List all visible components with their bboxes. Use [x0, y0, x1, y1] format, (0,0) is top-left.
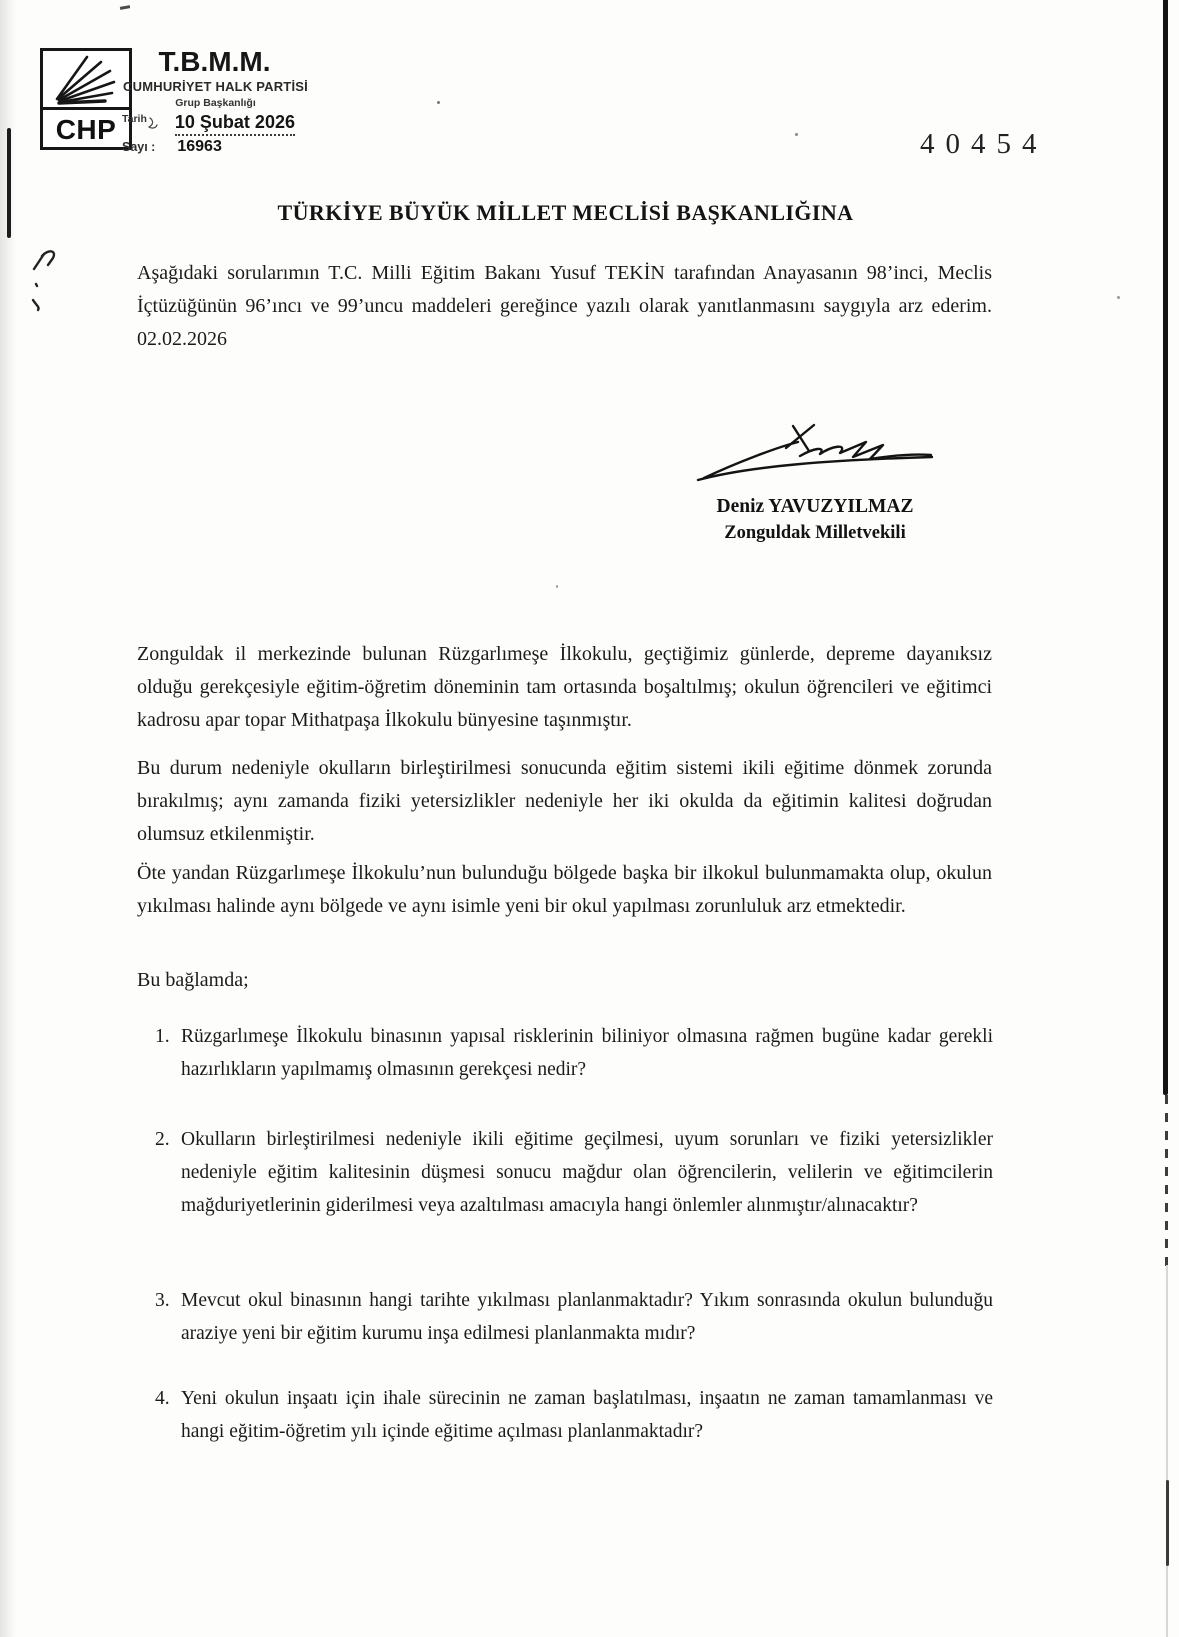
- lead-in-text: Bu bağlamda;: [137, 969, 249, 991]
- question-number: 2.: [155, 1129, 170, 1150]
- scan-speck: [437, 101, 440, 104]
- scan-right-edge-dark-segment: [1166, 1480, 1169, 1566]
- date-label: Tarih: [122, 113, 147, 125]
- handwritten-paraph-icon: [26, 244, 70, 323]
- handwritten-squiggle-icon: [147, 116, 159, 130]
- question-item: [155, 1284, 993, 1350]
- signature-stroke-icon: [690, 420, 940, 494]
- scan-speck: [1117, 296, 1120, 299]
- scan-left-edge-line: [7, 128, 11, 238]
- org-title: T.B.M.M.: [158, 46, 271, 77]
- body-paragraph: Öte yandan Rüzgarlımeşe İlkokulu’nun bulunduğu bölgede başka bir ilkokul bulunmamakta olup, okulun yıkılması halinde aynı bölgede ve aynı isimle yeni bir okul yapılması zorunluluk arz etmektedir.: [137, 862, 992, 917]
- stamp-number: 40454: [920, 128, 1048, 160]
- chp-rays-icon: [43, 51, 129, 107]
- scan-right-edge-faint-line: [1166, 1265, 1168, 1637]
- letterhead: [40, 46, 380, 166]
- chp-logo-text: CHP: [43, 107, 129, 150]
- question-item: [155, 1020, 993, 1086]
- question-item: [155, 1382, 993, 1448]
- question-text: Rüzgarlımeşe İlkokulu binasının yapısal risklerinin biliniyor olmasına rağmen bugüne kadar gerekli hazırlıkların yapılmamış olmasının gerekçesi nedir?: [181, 1026, 993, 1080]
- date-row: [122, 112, 295, 136]
- document-title: TÜRKİYE BÜYÜK MİLLET MECLİSİ BAŞKANLIĞINA: [277, 200, 854, 225]
- signature-block: [690, 420, 940, 544]
- scan-speck: [795, 133, 798, 136]
- intro-paragraph: Aşağıdaki sorularımın T.C. Milli Eğitim Bakanı Yusuf TEKİN tarafından Anayasanın 98’inci, Meclis İçtüzüğünün 96’ıncı ve 99’uncu maddeleri gereğince yazılı olarak yanıtlanmasını saygıyla arz ederim. 02.02.2026: [137, 262, 992, 350]
- date-value: 10 Şubat 2026: [175, 112, 295, 136]
- question-number: 3.: [155, 1290, 170, 1311]
- scan-left-shadow: [0, 0, 16, 1637]
- document-number-value: 16963: [177, 138, 222, 155]
- document-number-label: Sayı :: [122, 140, 156, 154]
- question-number: 1.: [155, 1026, 170, 1047]
- scan-speck: [556, 585, 558, 588]
- question-number: 4.: [155, 1388, 170, 1409]
- question-text: Okulların birleştirilmesi nedeniyle ikili eğitime geçilmesi, uyum sorunları ve fiziki yetersizlikler nedeniyle eğitim kalitesinin düşmesi sonucu mağdur olan öğrencilerin, velilerin ve eğitimcilerin mağduriyetlerinin giderilmesi veya azaltılması amacıyla hangi önlemler alınmıştır/alınacaktır?: [181, 1129, 993, 1216]
- signatory-name: Deniz YAVUZYILMAZ: [716, 496, 914, 517]
- group-unit: Grup Başkanlığı: [175, 97, 256, 109]
- body-paragraph: Bu durum nedeniyle okulların birleştirilmesi sonucunda eğitim sistemi ikili eğitime dönmek zorunda bırakılmış; aynı zamanda fiziki yetersizlikler nedeniyle her iki okulda da eğitimin kalitesi doğrudan olumsuz etkilenmiştir.: [137, 757, 992, 845]
- question-text: Mevcut okul binasının hangi tarihte yıkılması planlanmaktadır? Yıkım sonrasında okulun bulunduğu araziye yeni bir eğitim kurumu inşa edilmesi planlanmakta mıdır?: [181, 1290, 993, 1344]
- question-item: [155, 1123, 993, 1222]
- signatory-role: Zonguldak Milletvekili: [724, 523, 906, 543]
- question-text: Yeni okulun inşaatı için ihale sürecinin ne zaman başlatılması, inşaatın ne zaman tamamlanması ve hangi eğitim-öğretim yılı içinde eğitime açılması planlanmaktadır?: [181, 1388, 993, 1442]
- body-paragraph: Zonguldak il merkezinde bulunan Rüzgarlımeşe İlkokulu, geçtiğimiz günlerde, depreme dayanıksız olduğu gerekçesiyle eğitim-öğretim döneminin tam ortasında boşaltılmış; okulun öğrencileri ve eğitimci kadrosu apar topar Mithatpaşa İlkokulu bünyesine taşınmıştır.: [137, 643, 992, 731]
- party-name: CUMHURİYET HALK PARTİSİ: [123, 79, 308, 94]
- scan-top-dash-mark: [120, 5, 130, 10]
- scan-right-edge-dashes: [1165, 1095, 1168, 1267]
- scan-right-edge-line: [1163, 0, 1168, 1095]
- document-number-row: [122, 138, 222, 156]
